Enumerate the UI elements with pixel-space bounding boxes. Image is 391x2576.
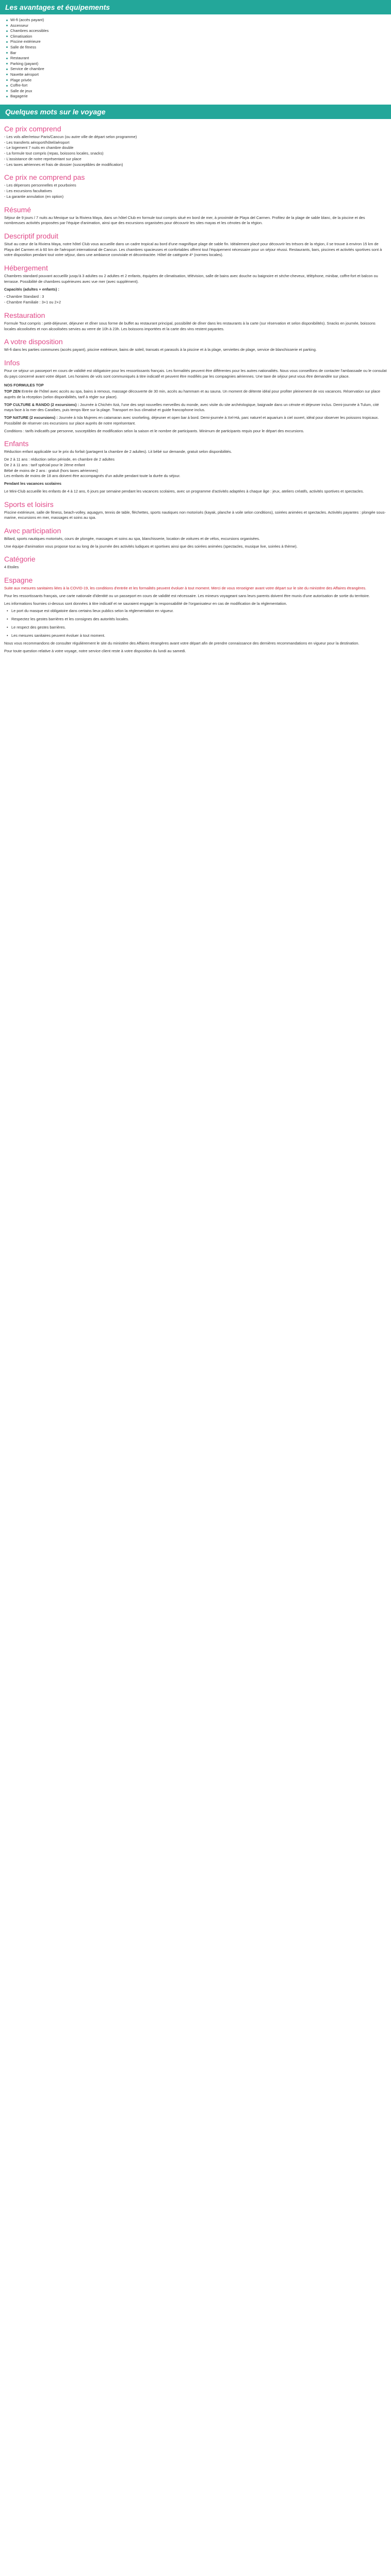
dining-text: Formule Tout compris : petit-déjeuner, déjeuner et dîner sous forme de buffet au restaurant principal, possibilité de dîner dans les restaurants à la carte (sur réservation et selon disponibilités). Snacks en journée, boissons locales alcoolisées et non alcoolisées servies au verre de 10h à 23h. Les boissons importées et la carte des vins restent payantes. [4, 320, 376, 331]
text-line: - Le logement 7 nuits en chambre double [4, 145, 74, 150]
excludes-list [4, 183, 387, 199]
list-item: • Le port du masque est obligatoire dans certains lieux publics selon la réglementation en vigueur. [11, 608, 387, 614]
voyage-content [0, 124, 391, 654]
holidays-label: Pendant les vacances scolaires [4, 481, 61, 486]
formulas-label: NOS FORMULES TOP [4, 382, 44, 387]
section-title: Enfants [4, 439, 29, 448]
capacity-label: Capacités (adultes + enfants) : [4, 286, 59, 292]
sanitary-warning: Suite aux mesures sanitaires liées à la COVID-19, les conditions d'entrée et les formalités peuvent évoluer à tout moment. Merci de vous renseigner avant votre départ sur le site du ministère des Affaires étrangères. [4, 586, 367, 591]
formula-label: TOP ZEN [4, 389, 21, 394]
paid-activities-text: Billard, sports nautiques motorisés, cours de plongée, massages et soins au spa, blanchisserie, location de voitures et de vélos, excursions organisées. [4, 536, 260, 541]
formula-label: TOP NATURE (2 excursions) : [4, 415, 58, 420]
conditions-text: Conditions : tarifs indicatifs par personne, susceptibles de modification selon la saison et le nombre de participants. Minimum de participants requis pour le départ des excursions. [4, 428, 304, 433]
formalities-text: Pour les ressortissants français, une carte nationale d'identité ou un passeport en cours de validité est nécessaire. Les mineurs voyageant sans leurs parents doivent être munis d'une autorisation de sortie du territoire. [4, 593, 370, 598]
advantage-item: Piscine extérieure [6, 39, 391, 45]
holidays-text: Le Mini-Club accueille les enfants de 4 à 12 ans, 6 jours par semaine pendant les vacances scolaires, avec un programme d'activités adaptées à chaque âge : jeux, ateliers créatifs, activités sportives et spectacles. [4, 488, 364, 494]
advantage-item: Ascenseur [6, 23, 391, 29]
children-text-2: Les enfants de moins de 18 ans doivent être accompagnés d'un adulte pendant toute la durée du séjour. [4, 473, 181, 479]
section-title: Hébergement [4, 264, 48, 273]
advantage-item: Salle de fitness [6, 45, 391, 50]
summary-text: Séjour de 9 jours / 7 nuits au Mexique sur la Riviera Maya, dans un hôtel Club en formule tout compris situé en bord de mer, à proximité de Playa del Carmen. Profitez de la plage de sable blanc, de la piscine et des nombreuses activités proposées par l'équipe d'animation, ainsi que des excursions organisées pour découvrir les sites mayas et les cénotes de la région. [4, 215, 365, 226]
product-description: Situé au cœur de la Riviera Maya, notre hôtel Club vous accueille dans un cadre tropical au bord d'une magnifique plage de sable fin. Idéalement placé pour découvrir les trésors de la région, il se trouve à environ 15 km de Playa del Carmen et à 60 km de l'aéroport international de Cancun. Les chambres spacieuses et confortables offrent tout l'équipement nécessaire pour un séjour réussi. Restaurants, bars, piscines et activités sportives sont à votre disposition pendant tout votre séjour, dans une ambiance conviviale et décontractée. Hôtel de catégorie 4* (normes locales). [4, 241, 382, 258]
section-title: Avec participation [4, 527, 61, 535]
capacity-list [4, 294, 387, 305]
formula-text: Journée à Isla Mujeres en catamaran avec snorkeling, déjeuner et open bar à bord. Demi-journée à Xel-Há, parc naturel et aquarium à ciel ouvert, idéal pour observer les poissons tropicaux. Possibilité de réserver ces excursions sur place auprès de notre représentant. [4, 415, 379, 426]
formula-paragraph [4, 402, 387, 413]
children-text: Réduction enfant applicable sur le prix du forfait (partagent la chambre de 2 adultes). Lit bébé sur demande, gratuit selon disponibilités. [4, 449, 232, 454]
recommendation-text: Nous vous recommandons de consulter régulièrement le site du ministère des Affaires étrangères avant votre départ afin de prendre connaissance des dernières recommandations en vigueur pour la destination. [4, 641, 360, 646]
voyage-banner: Quelques mots sur le voyage [0, 105, 391, 119]
animation-text: Une équipe d'animation vous propose tout au long de la journée des activités ludiques et sportives ainsi que des soirées animées (spectacles, musique live, soirées à thème). [4, 544, 298, 549]
category-value: 4 Etoiles [4, 565, 19, 570]
text-line: - La garantie annulation (en option) [4, 194, 64, 199]
includes-list [4, 134, 387, 167]
advantage-item: Chambres accessibles [6, 28, 391, 34]
text-line: - Chambre Standard : 3 [4, 294, 44, 299]
advantage-item: Coffre-fort [6, 83, 391, 89]
section-title: Ce prix ne comprend pas [4, 173, 85, 182]
advantage-item: Parking (payant) [6, 61, 391, 67]
section-title: Infos [4, 359, 20, 367]
advantage-item: Restaurant [6, 56, 391, 61]
text-line: - Les taxes aériennes et frais de dossier (susceptibles de modification) [4, 162, 123, 167]
text-line: - Les excursions facultatives [4, 189, 52, 194]
text-line: De 2 à 11 ans : tarif spécial pour le 2ème enfant [4, 462, 85, 467]
text-line: - Les dépenses personnelles et pourboires [4, 183, 76, 188]
section-title: Ce prix comprend [4, 124, 61, 133]
advantages-banner: Les avantages et équipements [0, 0, 391, 14]
text-line: - L'assistance de notre représentant sur place [4, 156, 82, 161]
rules-list [4, 608, 387, 638]
advantages-list [0, 18, 391, 99]
list-item: • Les mesures sanitaires peuvent évoluer à tout moment. [11, 633, 387, 639]
list-item: • Le respect des gestes barrières. [11, 625, 387, 631]
disclaimer-text: Les informations fournies ci-dessus sont données à titre indicatif et ne sauraient engager la responsabilité de l'organisateur en cas de modification de la réglementation. [4, 601, 287, 606]
advantage-item: Bagagerie [6, 94, 391, 99]
text-line: - La formule tout compris (repas, boissons locales, snacks) [4, 151, 104, 156]
text-line: - Les transferts aéroport/hôtel/aéroport [4, 140, 70, 145]
formula-paragraph [4, 389, 387, 400]
section-title: A votre disposition [4, 337, 63, 346]
advantage-item: Wi-fi (accès payant) [6, 18, 391, 23]
section-title: Espagne [4, 576, 33, 585]
text-line: Bébé de moins de 2 ans : gratuit (hors taxes aériennes) [4, 468, 98, 473]
list-item: • Respectez les gestes barrières et les consignes des autorités locales. [11, 617, 387, 622]
section-title: Restauration [4, 311, 45, 319]
section-title: Résumé [4, 205, 31, 214]
formula-text: Entrée de l'hôtel avec accès au spa, bains à remous, massage découverte de 30 min, accès au hammam et au sauna. Un moment de détente idéal pour profiter pleinement de vos vacances. Réservation sur place auprès de la réception (selon disponibilités, tarif à régler sur place). [4, 389, 381, 399]
advantage-item: Plage privée [6, 78, 391, 83]
text-line: - Les vols aller/retour Paris/Cancun (ou autre ville de départ selon programme) [4, 134, 137, 139]
section-title: Descriptif produit [4, 231, 59, 240]
children-list [4, 457, 387, 473]
advantage-item: Navette aéroport [6, 72, 391, 78]
formula-paragraph [4, 415, 387, 426]
accommodation-text: Chambres standard pouvant accueillir jusqu'à 3 adultes ou 2 adultes et 2 enfants, équipées de climatisation, télévision, salle de bains avec douche ou baignoire et sèche-cheveux, téléphone, minibar, coffre-fort et balcon ou terrasse. Possibilité de chambres supérieures avec vue mer (avec supplément). [4, 274, 378, 284]
advantage-item: Salle de jeux [6, 89, 391, 94]
formula-text: Journée à Chichén Itzá, l'une des sept nouvelles merveilles du monde, avec visite du site archéologique, baignade dans un cénote et déjeuner inclus. Demi-journée à Tulum, cité maya face à la mer des Caraïbes, puis temps libre sur la plage. Transport en bus climatisé et guide francophone inclus. [4, 402, 379, 413]
text-line: - Chambre Familiale : 3+1 ou 2+2 [4, 300, 61, 305]
section-title: Catégorie [4, 555, 36, 564]
advantage-item: Climatisation [6, 34, 391, 40]
facilities-text: Wi-fi dans les parties communes (accès payant), piscine extérieure, bains de soleil, transats et parasols à la piscine et à la plage, serviettes de plage, service de blanchisserie et parking. [4, 347, 317, 352]
info-text: Pour ce séjour un passeport en cours de validité est obligatoire pour les ressortissants français. Les formalités peuvent être différentes pour les autres nationalités. Nous vous conseillons de contacter l'ambassade ou le consulat du pays concerné avant votre départ. Les horaires de vols sont communiqués à titre indicatif et peuvent être modifiés par les compagnies aériennes. Une taxe de séjour peut vous être demandée sur place. [4, 368, 387, 379]
formula-label: TOP CULTURE & RANDO (2 excursions) : [4, 402, 79, 407]
sports-text: Piscine extérieure, salle de fitness, beach-volley, aquagym, tennis de table, fléchettes, sports nautiques non motorisés (kayak, planche à voile selon conditions), soirées animées et spectacles. Activités payantes : plongée sous-marine, excursions en mer, massages et soins au spa. [4, 510, 386, 520]
advantage-item: Service de chambre [6, 66, 391, 72]
contact-text: Pour toute question relative à votre voyage, notre service client reste à votre disposition du lundi au samedi. [4, 649, 186, 654]
section-title: Sports et loisirs [4, 500, 54, 509]
advantage-item: Bar [6, 50, 391, 56]
text-line: De 2 à 11 ans : réduction selon période, en chambre de 2 adultes [4, 457, 115, 462]
